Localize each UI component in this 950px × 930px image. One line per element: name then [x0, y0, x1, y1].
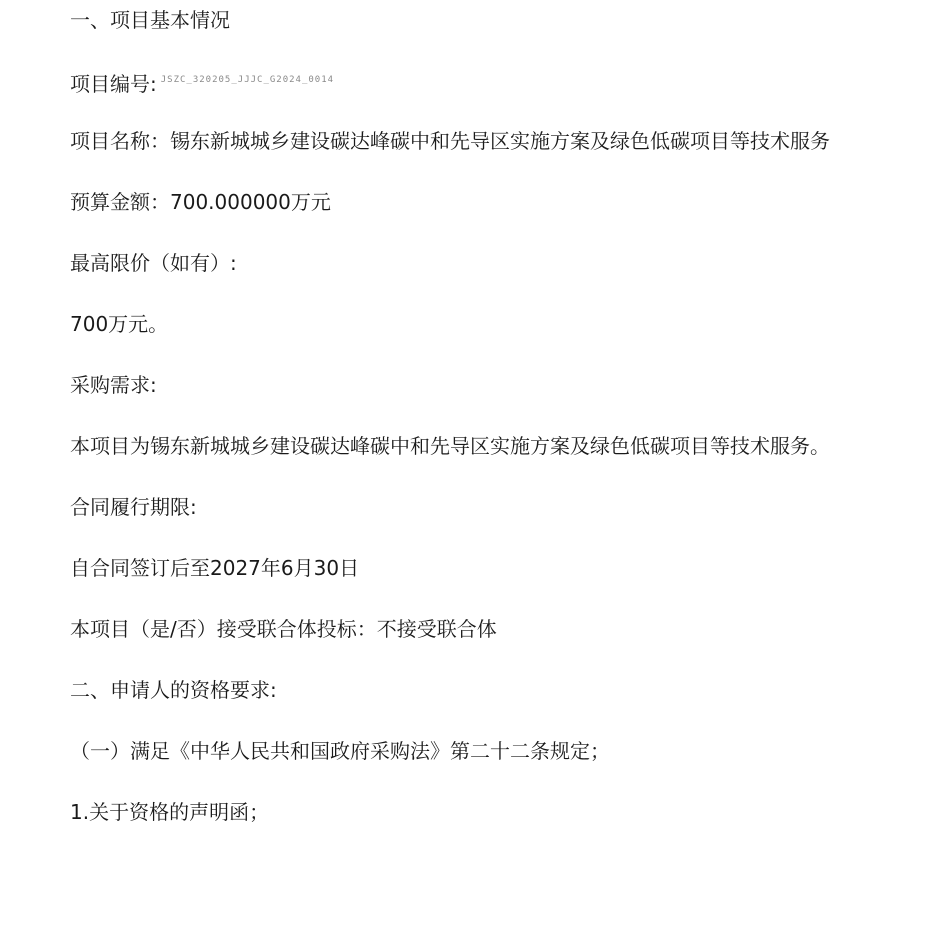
section-heading-project-info: 一、项目基本情况 — [70, 8, 230, 32]
project-number-value: JSZC_320205_JJJC_G2024_0014 — [160, 75, 335, 85]
procurement-requirements-value: 本项目为锡东新城城乡建设碳达峰碳中和先导区实施方案及绿色低碳项目等技术服务。 — [70, 434, 830, 458]
contract-period-value: 自合同签订后至2027年6月30日 — [70, 556, 360, 580]
max-price-value: 700万元。 — [70, 312, 169, 336]
qualification-requirement-1: （一）满足《中华人民共和国政府采购法》第二十二条规定； — [70, 739, 610, 763]
qualification-item-1: 1.关于资格的声明函； — [70, 800, 270, 824]
budget-amount: 预算金额：700.000000万元 — [70, 190, 331, 214]
project-number-row — [70, 60, 334, 104]
contract-period-label: 合同履行期限: — [70, 495, 197, 519]
consortium-bidding: 本项目（是/否）接受联合体投标：不接受联合体 — [70, 617, 497, 641]
max-price-label: 最高限价（如有）: — [70, 251, 237, 275]
procurement-requirements-label: 采购需求: — [70, 373, 157, 397]
project-name: 项目名称：锡东新城城乡建设碳达峰碳中和先导区实施方案及绿色低碳项目等技术服务 — [70, 129, 830, 153]
project-number-label: 项目编号: — [70, 72, 157, 96]
section-heading-qualifications: 二、申请人的资格要求: — [70, 678, 277, 702]
